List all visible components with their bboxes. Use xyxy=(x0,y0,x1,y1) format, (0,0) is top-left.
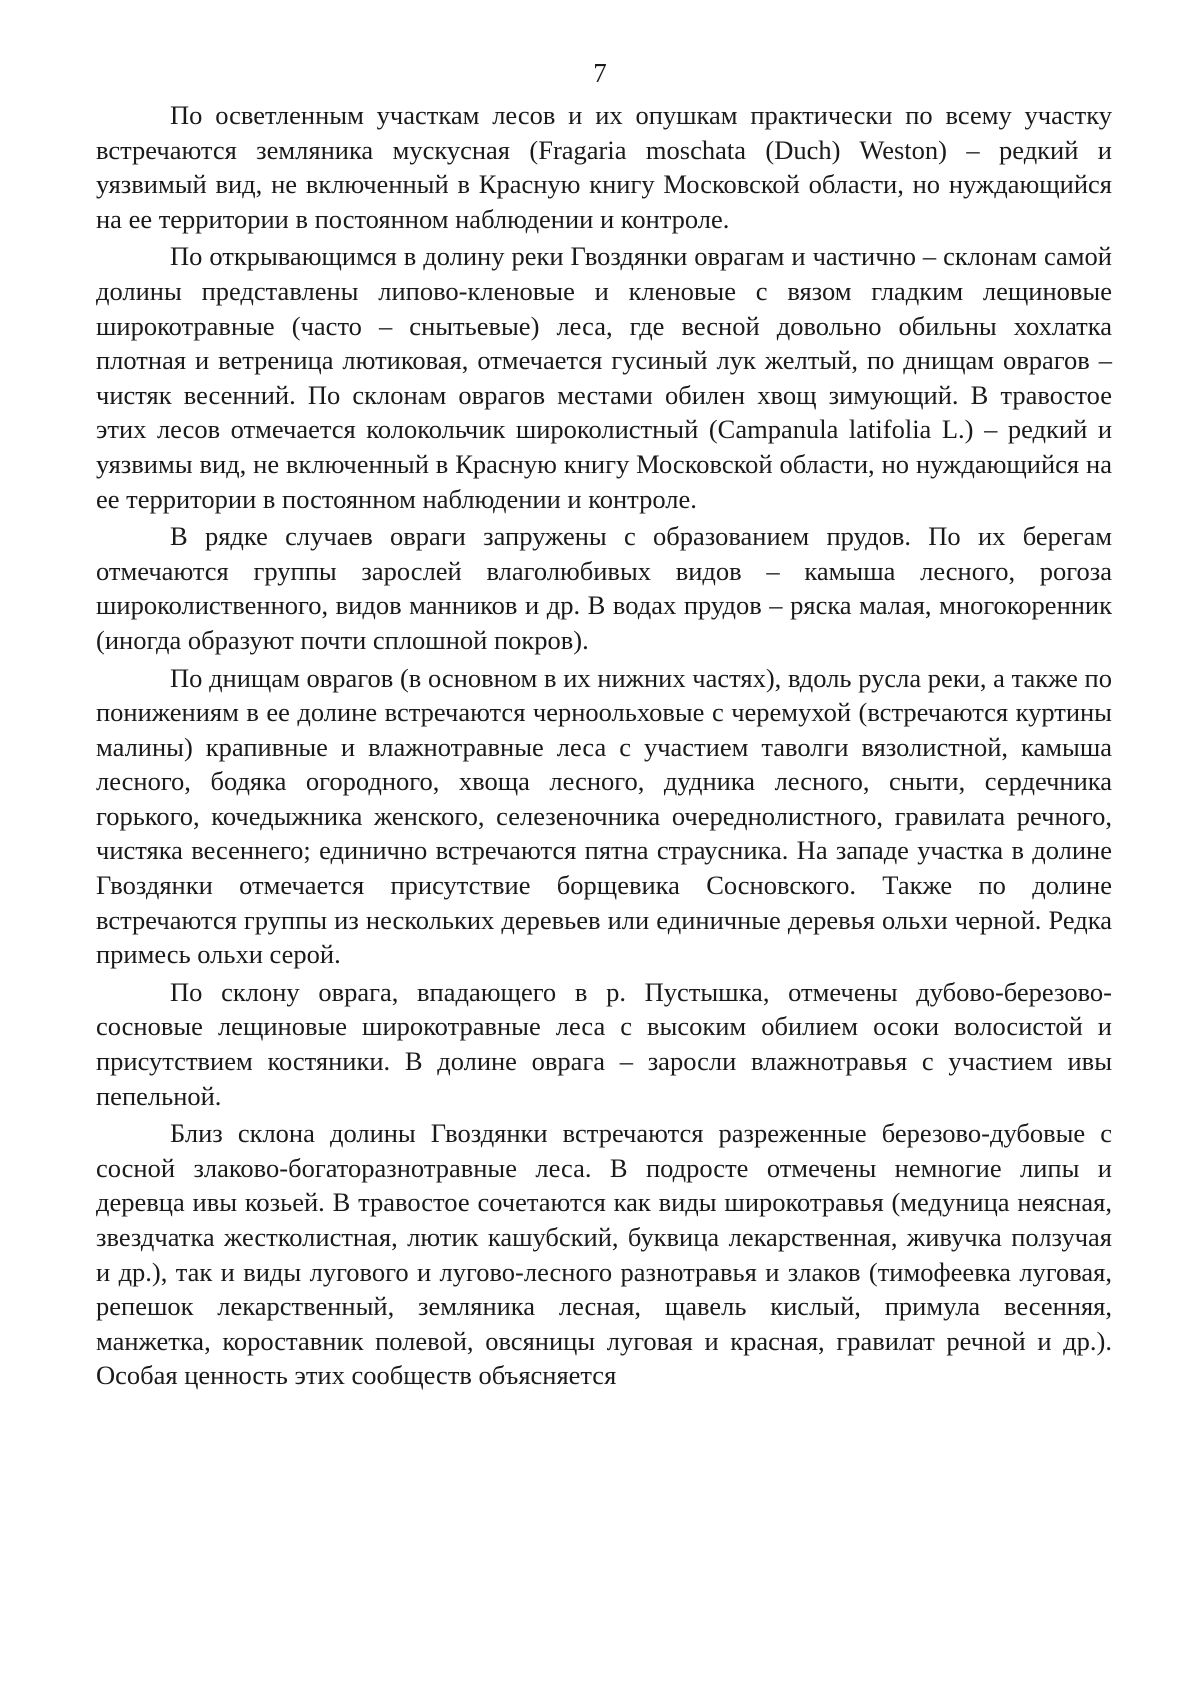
paragraph: По склону оврага, впадающего в р. Пустышка, отмечены дубово-березово-сосновые лещиновые широкотравные леса с высоким обилием осоки волосистой и присутствием костяники. В долине оврага – заросли влажнотравья с участием ивы пепельной. xyxy=(96,976,1112,1111)
paragraph: По днищам оврагов (в основном в их нижних частях), вдоль русла реки, а также по понижениям в ее долине встречаются черноольховые с черемухой (встречаются куртины малины) крапивные и влажнотравные леса с участием таволги вязолистной, камыша лесного, бодяка огородного, хвоща лесного, дудника лесного, сныти, сердечника горького, кочедыжника женского, селезеночника очереднолистного, гравилата речного, чистяка весеннего; единично встречаются пятна страусника. На западе участка в долине Гвоздянки отмечается присутствие борщевика Сосновского. Также по долине встречаются группы из нескольких деревьев или единичные деревья ольхи черной. Редка примесь ольхи серой. xyxy=(96,662,1112,970)
paragraph: По осветленным участкам лесов и их опушкам практически по всему участку встречаются земляника мускусная (Fragaria moschata (Duch) Weston) – редкий и уязвимый вид, не включенный в Красную книгу Московской области, но нуждающийся на ее территории в постоянном наблюдении и контроле. xyxy=(96,100,1112,234)
paragraph: По открывающимся в долину реки Гвоздянки оврагам и частично – склонам самой долины представлены липово-кленовые и кленовые с вязом гладким лещиновые широкотравные (часто – снытьевые) леса, где весной довольно обильны хохлатка плотная и ветреница лютиковая, отмечается гусиный лук желтый, по днищам оврагов – чистяк весенний. По склонам оврагов местами обилен хвощ зимующий. В травостое этих лесов отмечается колокольчик широколистный (Campanula latifolia L.) – редкий и уязвимы вид, не включенный в Красную книгу Московской области, но нуждающийся на ее территории в постоянном наблюдении и контроле. xyxy=(96,241,1112,514)
paragraph: В рядке случаев овраги запружены с образованием прудов. По их берегам отмечаются группы зарослей влаголюбивых видов – камыша лесного, рогоза широколиственного, видов манников и др. В водах прудов – ряска малая, многокоренник (иногда образуют почти сплошной покров). xyxy=(96,521,1112,655)
paragraph: Близ склона долины Гвоздянки встречаются разреженные березово-дубовые с сосной злаково-богаторазнотравные леса. В подросте отмечены немногие липы и деревца ивы козьей. В травостое сочетаются как виды широкотравья (медуница неясная, звездчатка жестколистная, лютик кашубский, буквица лекарственная, живучка ползучая и др.), так и виды лугового и лугово-лесного разнотравья и злаков (тимофеевка луговая, репешок лекарственный, земляника лесная, щавель кислый, примула весенняя, манжетка, короставник полевой, овсяницы луговая и красная, гравилат речной и др.). Особая ценность этих сообществ объясняется xyxy=(96,1118,1112,1391)
page-number: 7 xyxy=(593,58,607,88)
document-body xyxy=(96,98,1112,1393)
